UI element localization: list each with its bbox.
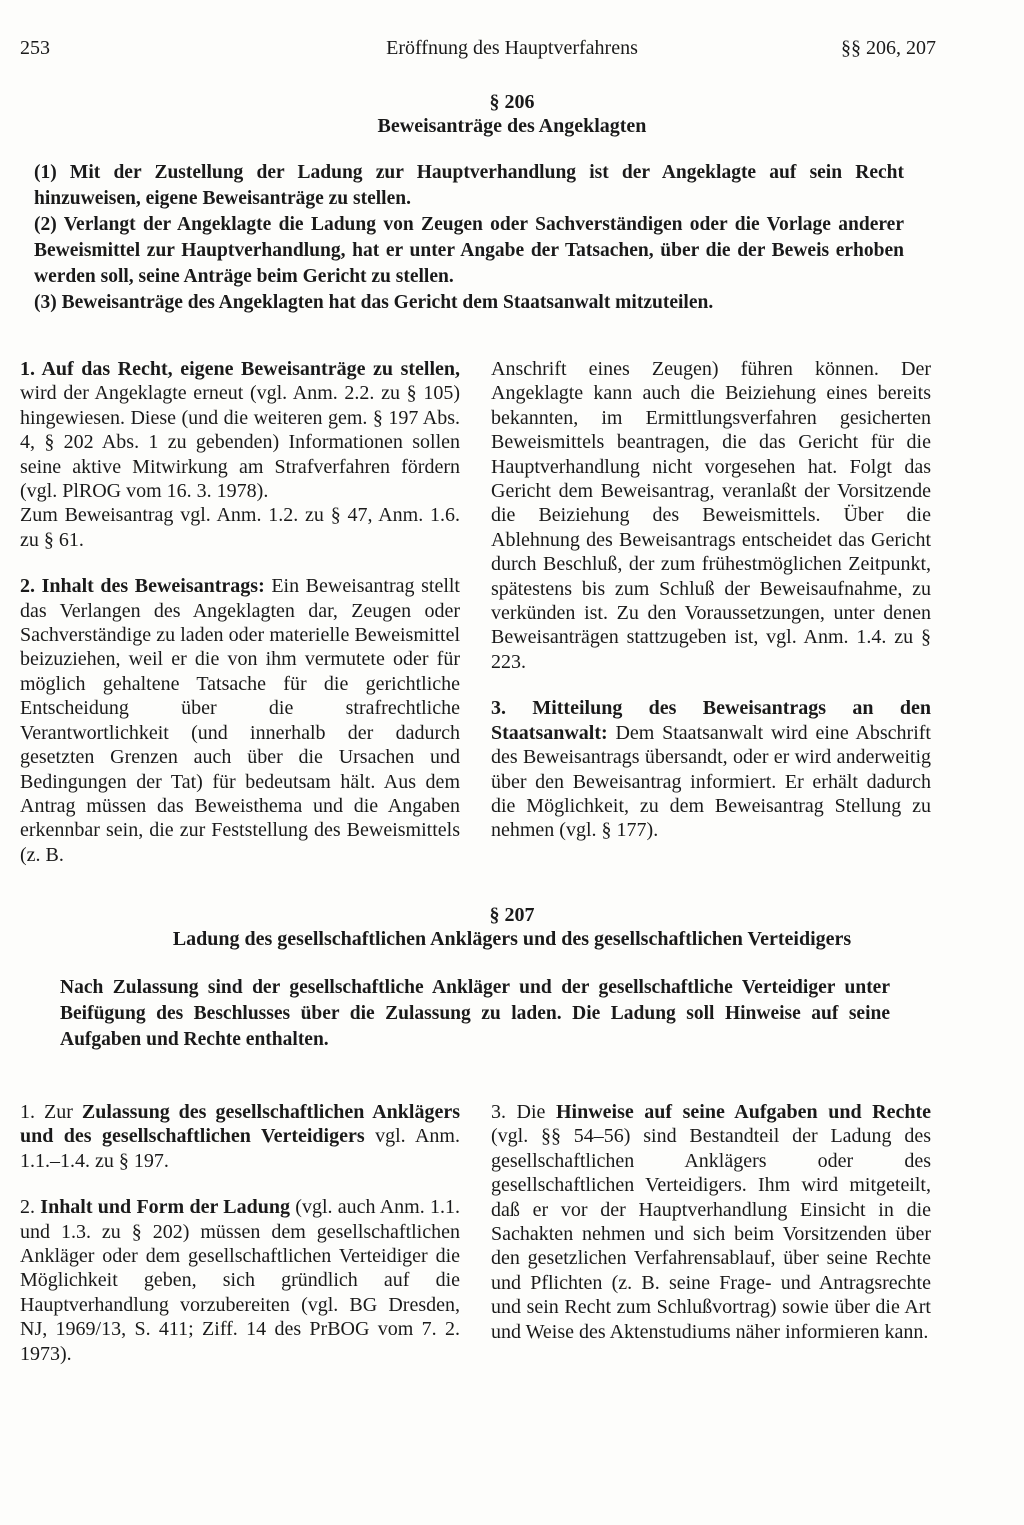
section-207-number: § 207: [489, 904, 535, 926]
note-heading: Hinweise auf seine Aufgaben und Rechte: [555, 1101, 931, 1123]
commentary-note-1: [20, 1100, 460, 1173]
commentary-note-2: [20, 574, 460, 867]
section-206-commentary-right: [491, 357, 931, 843]
note-prefix: 2.: [20, 1196, 41, 1219]
law-paragraph-2: (2) Verlangt der Angeklagte die Ladung von Zeugen oder Sachverständigen oder die Vorlage anderer Beweismittel zur Hauptverhandlung, hat er unter Angabe der Tatsachen, über die der Beweis erhoben werden soll, seine Anträge beim Gericht zu stellen.: [34, 214, 904, 287]
note-text: Ein Beweisantrag stellt das Verlangen des Angeklagten dar, Zeugen oder Sachverständige zu laden oder materielle Beweismittel beizuziehen, weil er die von ihm vermutete oder für möglich gehaltene Tatsache für die gerichtliche Entscheidung über die strafrechtliche Verantwortlichkeit (und innerhalb der dadurch gesetzten Grenzen auch über die Ursachen und Bedingungen der Tat) für bedeutsam hält. Aus dem Antrag müssen das Beweisthema und die Angaben erkennbar sein, die zur Feststellung des Beweismittels (z. B.: [20, 575, 460, 866]
running-header-section: §§ 206, 207: [841, 37, 936, 59]
note-heading: Inhalt und Form der Ladung: [40, 1196, 290, 1219]
note-text: Dem Staatsanwalt wird eine Abschrift des Beweisantrags übersandt, oder er wird anderweitig über den Beweisantrag informiert. Er erhält dadurch die Möglichkeit, zu dem Beweisantrag Stellung zu nehmen (vgl. § 177).: [491, 721, 931, 842]
law-paragraph: Nach Zulassung sind der gesellschaftliche Ankläger und der gesellschaftliche Verteidiger unter Beifügung des Beschlusses über die Zulassung zu laden. Die Ladung soll Hinweise auf seine Aufgaben und Rechte enthalten.: [60, 977, 890, 1050]
law-paragraph-1: (1) Mit der Zustellung der Ladung zur Hauptverhandlung ist der Angeklagte auf sein Recht hinzuweisen, eigene Beweisanträge zu stellen.: [34, 162, 904, 209]
note-prefix: 3. Die: [491, 1101, 556, 1123]
note-heading: Zulassung des gesellschaftlichen Anklägers und des gesellschaftlichen Verteidigers: [20, 1101, 460, 1148]
section-206-commentary-left: [20, 357, 460, 867]
note-heading: 3. Mitteilung des Beweisantrags an den Staatsanwalt:: [491, 697, 931, 744]
commentary-note-3: [491, 696, 931, 842]
commentary-note-2: [20, 1195, 460, 1366]
note-prefix: 1. Zur: [20, 1101, 82, 1123]
section-207-title: Ladung des gesellschaftlichen Anklägers und des gesellschaftlichen Verteidigers: [172, 928, 852, 950]
note-heading: 2. Inhalt des Beweisantrags:: [20, 575, 265, 598]
commentary-note-1: [20, 357, 460, 552]
section-207-law-text: [60, 975, 890, 1053]
note-text: wird der Angeklagte erneut (vgl. Anm. 2.2. zu § 105) hingewiesen. Diese (und die weiteren gem. § 197 Abs. 4, § 202 Abs. 1 zu gebenden) Informationen sollen seine aktive Mitwirkung am Strafverfahren fördern (vgl. PlROG vom 16. 3. 1978).: [20, 382, 460, 503]
section-207-commentary-left: [20, 1100, 460, 1366]
running-header-title: Eröffnung des Hauptverfahrens: [386, 37, 638, 59]
commentary-note-2-continued: [491, 357, 931, 674]
note-text: (vgl. §§ 54–56) sind Bestandteil der Ladung des gesellschaftlichen Anklägers oder des gesellschaftlichen Verteidigers. Ihm wird mitgeteilt, daß er vor der Hauptverhandlung Einsicht in die Sachakten nehmen und sich beim Vorsitzenden über den gesetzlichen Verfahrensablauf, über seine Rechte und Pflichten (z. B. seine Frage- und Antragsrechte und sein Recht zum Schlußvortrag) sowie über die Art und Weise des Aktenstudiums näher informieren kann.: [491, 1125, 931, 1343]
law-paragraph-3: (3) Beweisanträge des Angeklagten hat das Gericht dem Staatsanwalt mitzuteilen.: [34, 292, 714, 313]
note-text: (vgl. auch Anm. 1.1. und 1.3. zu § 202) müssen dem gesellschaftlichen Ankläger oder dem gesellschaftlichen Verteidiger die Möglichkeit geben, sich gründlich auf die Hauptverhandlung vorzubereiten (vgl. BG Dresden, NJ, 1969/13, S. 411; Ziff. 14 des PrBOG vom 7. 2. 1973).: [20, 1196, 460, 1365]
section-206-number: § 206: [489, 91, 535, 113]
note-text: Anschrift eines Zeugen) führen können. Der Angeklagte kann auch die Beiziehung eines bereits bekannten, im Ermittlungsverfahren gesicherten Beweismittels beantragen, die das Gericht für die Hauptverhandlung nicht vorgesehen hat. Folgt das Gericht dem Beweisantrag, veranlaßt der Vorsitzende die Beiziehung des Beweismittels. Über die Ablehnung des Beweisantrags entscheidet das Gericht durch Beschluß, der zum frühestmöglichen Zeitpunkt, spätestens bis zum Schluß der Beweisaufnahme, zu verkünden ist. Zu den Voraussetzungen, unter denen Beweisanträgen stattzugeben ist, vgl. Anm. 1.4. zu § 223.: [491, 358, 931, 673]
section-206-law-text: [34, 160, 904, 316]
section-206-title: Beweisanträge des Angeklagten: [377, 115, 647, 137]
note-heading: 1. Auf das Recht, eigene Beweisanträge zu stellen,: [20, 358, 460, 380]
note-text: vgl. Anm. 1.1.–1.4. zu § 197.: [20, 1125, 460, 1172]
page-number: 253: [20, 37, 50, 59]
note-text-extra: Zum Beweisantrag vgl. Anm. 1.2. zu § 47, Anm. 1.6. zu § 61.: [20, 504, 460, 551]
commentary-note-3: [491, 1100, 931, 1344]
section-207-commentary-right: [491, 1100, 931, 1344]
